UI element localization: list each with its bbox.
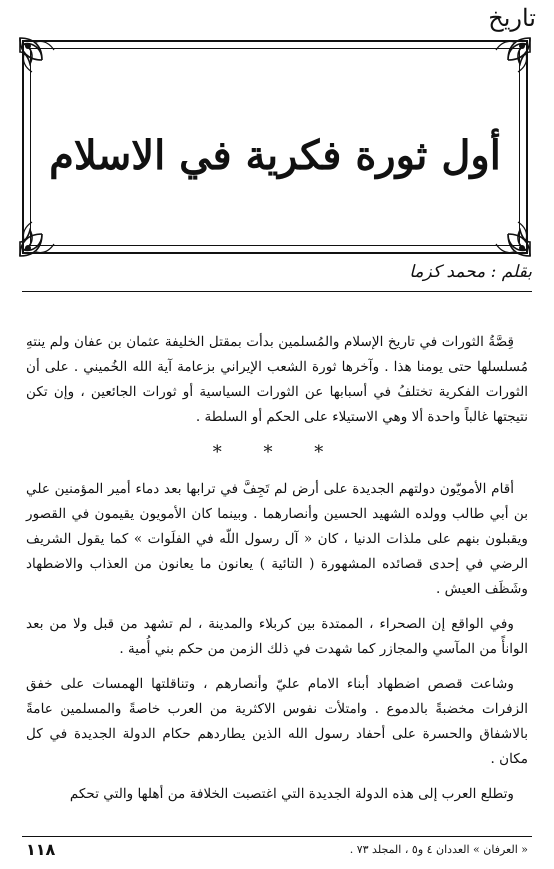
page-footer (26, 840, 528, 859)
corner-ornament-icon (488, 34, 534, 80)
paragraph: وفي الواقع إن الصحراء ، الممتدة بين كربلاء والمدينة ، لم تشهد من قبل ولا من بعد الوانأً من المآسي والمجازر كما شهدت في ذلك الزمن من حكم بني أُمية . (26, 616, 528, 657)
byline-divider (22, 291, 532, 292)
paragraph: قِصَّةُ الثورات في تاريخ الإسلام والمُسلمين بدأت بمقتل الخليفة عثمان بن عفان ولم ينتهِ مُسلسلها حتى يومنا هذا . وآخرها ثورة الشعب الإيراني بزعامة آية الله الخُميني . على أن الثورات الفكرية تختلفُ في أسبابها عن الثورات السياسية أو ثورات الجائعين ، وإن تكن نتيجتها غالباً واحدة ألا وهي الاستيلاء على الحكم أو السلطة . (26, 334, 528, 425)
page-number: ١١٨ (26, 840, 56, 859)
corner-ornament-icon (16, 34, 62, 80)
corner-ornament-icon (488, 214, 534, 260)
section-label: تاريخ (488, 4, 536, 32)
corner-ornament-icon (16, 214, 62, 260)
article-body (26, 330, 528, 817)
paragraph: أقام الأمويّون دولتهم الجديدة على أرض لم تَجِفَّ في ترابها بعد دماء أمير المؤمنين علي بن أبي طالب وولده الشهيد الحسين وأنصارهما . وبينما كان الأمويون يقيمون في القصور ويقبلون بنهم على ملذات الدنيا ، كان « آل رسول اللّه في الفلَوات » كما يقول الشريف الرضي في إحدى قصائده المشهورة ( التائية ) يعانون ما يعانون من العذاب والاضطهاد وشَظَف العيش . (26, 481, 528, 597)
title-frame (22, 40, 528, 254)
footer-divider (22, 836, 532, 837)
article-title: أول ثورة فكرية في الاسلام (49, 132, 501, 179)
section-separator: * * * (212, 442, 342, 463)
paragraph: وتطلع العرب إلى هذه الدولة الجديدة التي اغتصبت الخلافة من أهلها والتي تحكم (69, 786, 514, 802)
journal-citation: « العرفان » العددان ٤ و٥ ، المجلد ٧٣ . (349, 843, 528, 856)
paragraph: وشاعت قصص اضطهاد أبناء الامام عليّ وأنصارهم ، وتناقلتها الهمسات على خفق الزفرات مخضبةً بالدموع . وامتلأت نفوس الاكثرية من العرب خاصةً والمسلمين عامةً بالاشفاق والحسرة على أحفاد رسول الله الذين يطاردهم حكام الدولة الجديدة في كل مكان . (26, 676, 528, 767)
byline: بقلم : محمد كزما (409, 262, 532, 282)
